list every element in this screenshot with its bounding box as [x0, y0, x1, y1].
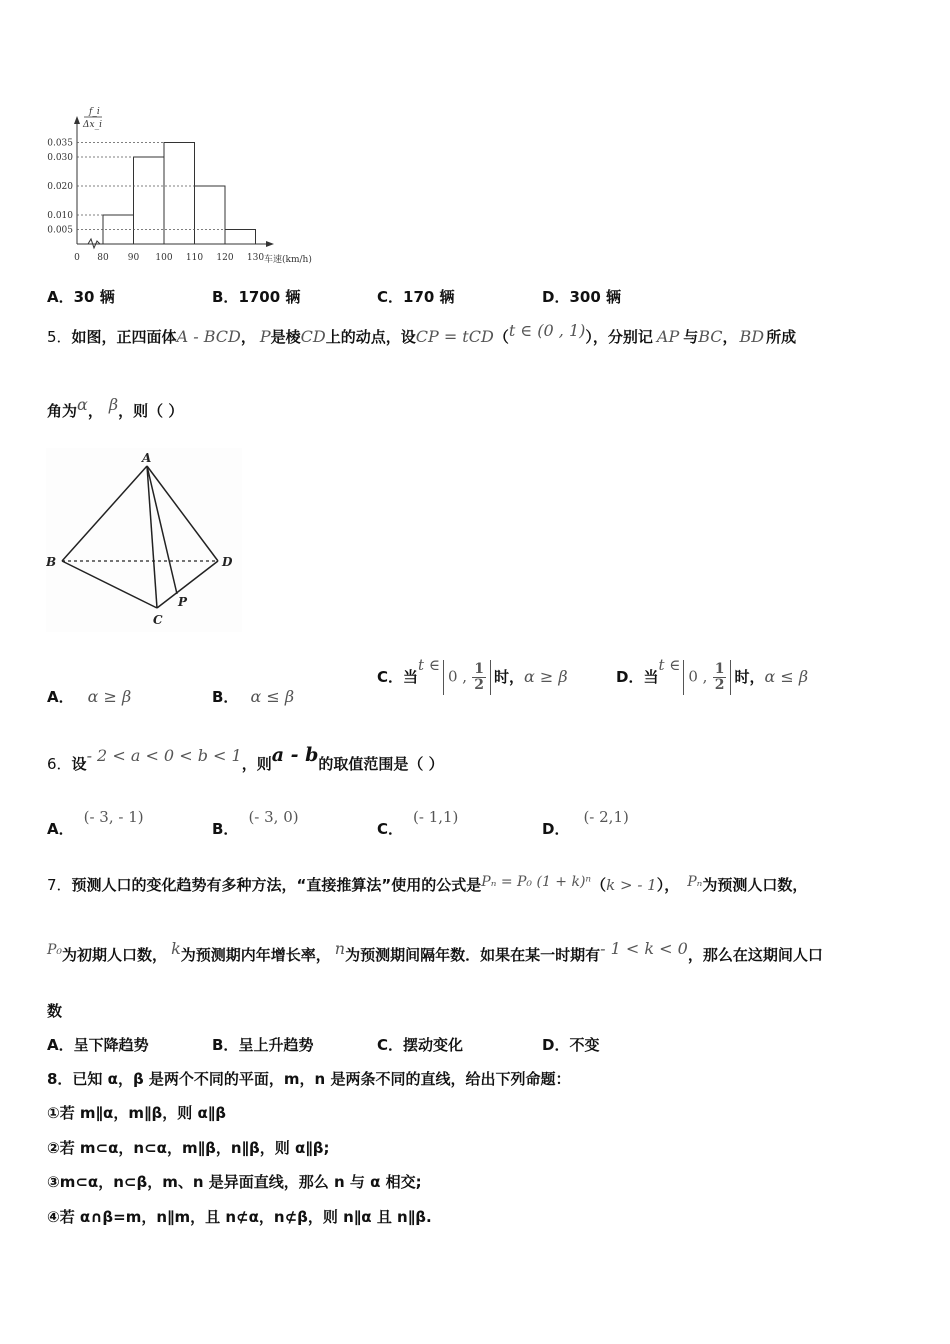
q8-proposition-3: ③m⊂α，n⊂β，m、n 是异面直线，那么 n 与 α 相交;	[47, 1173, 422, 1191]
y-axis-arrow	[74, 116, 80, 124]
y-tick-label: 0.005	[47, 225, 73, 236]
q4-option-c: C．170 辆	[377, 288, 455, 306]
q4-option-a: A．30 辆	[47, 288, 115, 306]
x-tick-label: 80	[97, 253, 109, 263]
speed-histogram	[40, 100, 340, 270]
y-label-denominator: Δx_i	[83, 120, 102, 130]
q8-proposition-1: ①若 m∥α，m∥β，则 α∥β	[47, 1104, 226, 1122]
q6-option-d: D．(- 2,1)	[542, 808, 629, 838]
q4-option-d: D．300 辆	[542, 288, 621, 306]
vertex-label-d: D	[222, 555, 233, 569]
y-tick-label: 0.030	[47, 153, 73, 163]
vertex-label-c: C	[153, 613, 163, 627]
x-tick-label: 0	[74, 253, 80, 263]
y-label-numerator: f_i	[89, 107, 100, 117]
q6-option-b: B．(- 3, 0)	[212, 808, 299, 838]
histogram-bar	[134, 157, 165, 244]
q8-proposition-4: ④若 α∩β=m，n∥m，且 n⊄α，n⊄β，则 n∥α 且 n∥β.	[47, 1208, 432, 1226]
q5-option-c: C．当t ∈0 , $\frac{1}{2}$ 时，α ≥ β	[377, 656, 568, 693]
q7-stem-line1: 7．预测人口的变化趋势有多种方法，“直接推算法”使用的公式是Pₙ = P₀ (1 + k)ⁿ（k > - 1）， Pₙ为预测人口数，	[47, 874, 808, 894]
q5-stem-line2: 角为α， β，则（ ）	[47, 395, 184, 420]
q7-stem-line2: P₀为初期人口数， k为预测期内年增长率， n为预测期间隔年数．如果在某一时期有- 1 < k < 0，那么在这期间人口	[47, 939, 823, 964]
q6-option-c: C．(- 1,1)	[377, 808, 459, 838]
vertex-label-a: A	[142, 451, 152, 465]
x-axis-label: 车速(km/h)	[264, 255, 312, 265]
q5-option-b: B． α ≤ β	[212, 687, 295, 706]
point-label-p: P	[178, 595, 188, 609]
y-tick-label: 0.035	[47, 138, 73, 149]
histogram-bar	[225, 230, 256, 245]
vertex-label-b: B	[46, 555, 57, 569]
x-tick-label: 130	[246, 253, 265, 263]
histogram-bar	[164, 143, 195, 245]
q5-option-d: D．当t ∈0 , $\frac{1}{2}$ 时，α ≤ β	[616, 656, 809, 693]
q7-option-a: A．呈下降趋势	[47, 1036, 149, 1054]
x-tick-label: 120	[216, 253, 234, 263]
q6-stem: 6．设- 2 < a < 0 < b < 1，则a - b的取值范围是（ ）	[47, 744, 444, 773]
x-axis-arrow	[266, 241, 274, 247]
q4-option-b: B．1700 辆	[212, 288, 301, 306]
q6-option-a: A．(- 3, - 1)	[47, 808, 144, 838]
q8-proposition-2: ②若 m⊂α，n⊂α，m∥β，n∥β，则 α∥β;	[47, 1139, 330, 1157]
y-tick-label: 0.020	[47, 182, 73, 192]
q7-option-b: B．呈上升趋势	[212, 1036, 314, 1054]
tetrahedron-figure	[46, 448, 242, 632]
x-tick-label: 110	[185, 253, 204, 263]
q8-stem: 8．已知 α，β 是两个不同的平面，m，n 是两条不同的直线，给出下列命题：	[47, 1070, 571, 1088]
histogram-bar	[195, 186, 226, 244]
x-tick-label: 90	[127, 253, 140, 263]
y-tick-label: 0.010	[47, 211, 73, 221]
q5-stem-line1: 5．如图，正四面体A - BCD， P是棱CD上的动点，设CP = tCD（t ∈ (0 , 1)），分别记 AP 与BC， BD 所成	[47, 321, 797, 346]
q7-option-d: D．不变	[542, 1036, 600, 1054]
q5-option-a: A． α ≥ β	[47, 687, 132, 706]
q7-stem-line3: 数	[47, 1002, 63, 1020]
q7-option-c: C．摆动变化	[377, 1036, 464, 1054]
x-tick-label: 100	[155, 253, 173, 263]
